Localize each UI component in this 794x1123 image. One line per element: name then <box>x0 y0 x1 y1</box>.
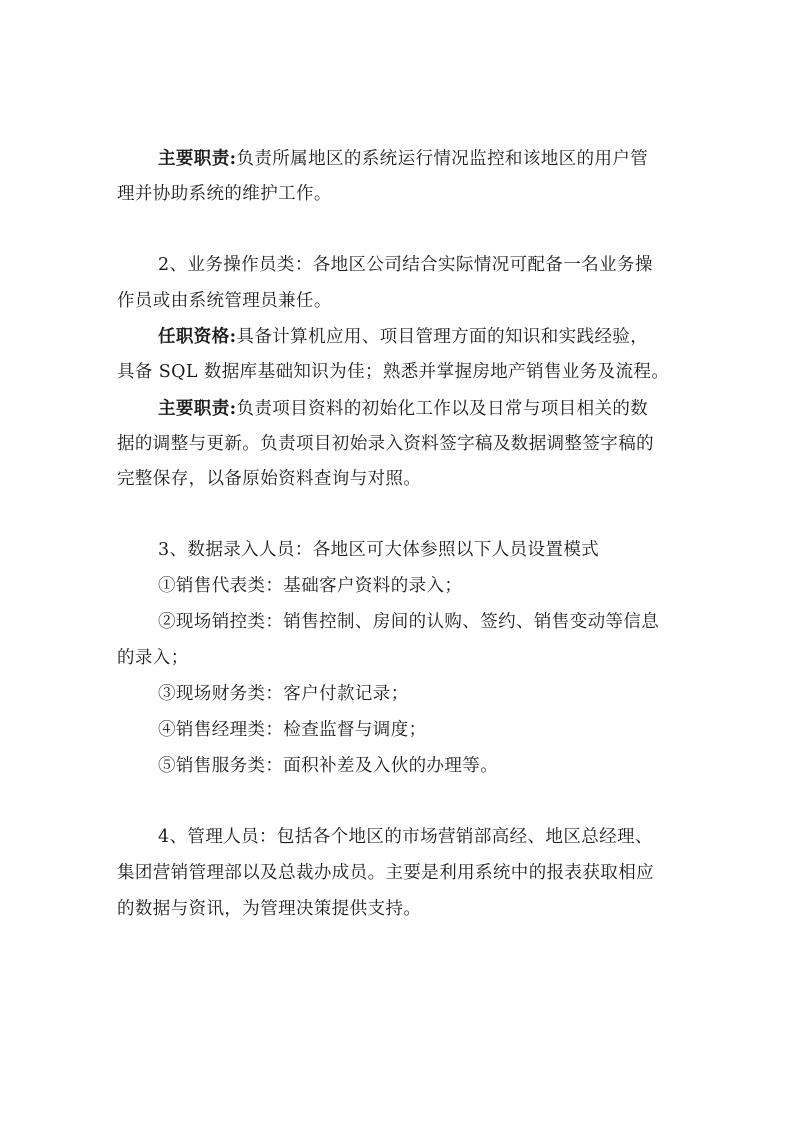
paragraph-line: 完整保存，以备原始资料查询与对照。 <box>117 469 422 489</box>
paragraph-line: 据的调整与更新。负责项目初始录入资料签字稿及数据调整签字稿的 <box>117 434 654 454</box>
duty-paragraph-line: 理并协助系统的维护工作。 <box>117 184 332 204</box>
qualification-line <box>158 326 678 348</box>
list-item: ②现场销控类：销售控制、房间的认购、签约、销售变动等信息 <box>158 612 660 632</box>
list-item: ④销售经理类：检查监督与调度； <box>158 720 427 740</box>
list-item-continuation: 的录入； <box>117 648 189 668</box>
duty-text: 负责项目资料的初始化工作以及日常与项目相关的数 <box>236 399 649 419</box>
list-item: ⑤销售服务类：面积补差及入伙的办理等。 <box>158 756 499 776</box>
duty-label: 主要职责: <box>158 149 237 169</box>
qualification-text: 具备计算机应用、项目管理方面的知识和实践经验， <box>236 327 649 347</box>
duty-paragraph-line <box>158 148 678 170</box>
section-heading: 4、管理人员：包括各个地区的市场营销部高经、地区总经理、 <box>158 827 653 847</box>
list-item: ③现场财务类：客户付款记录； <box>158 684 409 704</box>
qualification-label: 任职资格: <box>158 327 237 347</box>
duty-text: 负责所属地区的系统运行情况监控和该地区的用户管 <box>236 149 649 169</box>
duty-paragraph-line <box>158 398 678 420</box>
paragraph-line: 具备 SQL 数据库基础知识为佳；熟悉并掌握房地产销售业务及流程。 <box>117 362 670 382</box>
paragraph-line: 集团营销管理部以及总裁办成员。主要是利用系统中的报表获取相应 <box>117 863 654 883</box>
section-heading: 3、数据录入人员：各地区可大体参照以下人员设置模式 <box>158 540 600 560</box>
paragraph-line: 的数据与资讯，为管理决策提供支持。 <box>117 899 422 919</box>
list-item: ①销售代表类：基础客户资料的录入； <box>158 576 463 596</box>
duty-label: 主要职责: <box>158 399 237 419</box>
section-heading: 2、业务操作员类：各地区公司结合实际情况可配备一名业务操 <box>158 255 653 275</box>
paragraph-line: 作员或由系统管理员兼任。 <box>117 291 332 311</box>
